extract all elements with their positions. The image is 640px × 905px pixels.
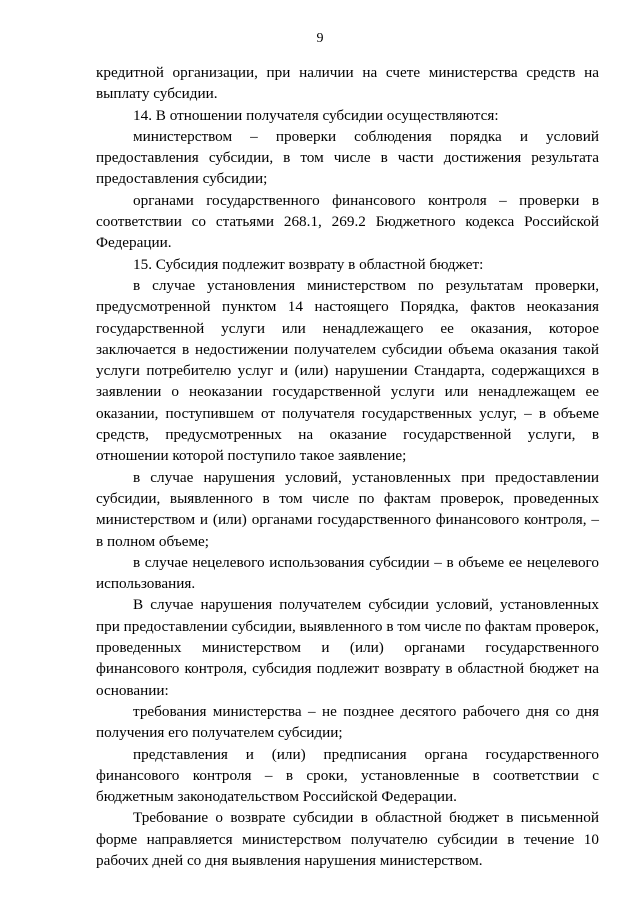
paragraph-clause-14: 14. В отношении получателя субсидии осуществляются: [133,106,499,124]
paragraph-case-non-provision: в случае установления министерством по результатам проверки, предусмотренной пунктом 14 настоящего Порядка, фактов неоказания государственной услуги или ненадлежащего ее оказания, которое заключается в недостижении получателем субсидии объема оказания такой услуги потребителю услуг и (или) нарушении Стандарта, содержащихся в заявлении о неоказании государственной услуги или ненадлежащем ее оказании, поступившем от получателя государственных услуг, – в объеме средств, предусмотренных на оказание государственной услуги, в отношении которой поступило такое заявление; [96,276,599,465]
paragraph-case-misuse: в случае нецелевого использования субсидии – в объеме ее нецелевого использования. [96,553,599,593]
paragraph-financial-control-checks: органами государственного финансового контроля – проверки в соответствии со статьями 268.1, 269.2 Бюджетного кодекса Российской Федерации. [96,191,599,252]
paragraph-ministry-requirement: требования министерства – не позднее десятого рабочего дня со дня получения его получателем субсидии; [96,702,599,742]
paragraph-return-notice: Требование о возврате субсидии в областной бюджет в письменной форме направляется министерством получателю субсидии в течение 10 рабочих дней со дня выявления нарушения министерством. [96,809,599,869]
document-body [96,62,599,871]
paragraph-control-order: представления и (или) предписания органа государственного финансового контроля – в сроки, установленные в соответствии с бюджетным законодательством Российской Федерации. [96,745,599,806]
paragraph-clause-15: 15. Субсидия подлежит возврату в областной бюджет: [133,255,484,273]
paragraph-continuation: кредитной организации, при наличии на счете министерства средств на выплату субсидии. [96,64,599,103]
paragraph-ministry-checks: министерством – проверки соблюдения порядка и условий предоставления субсидии, в том числе в части достижения результата предоставления субсидии; [96,127,599,188]
paragraph-return-basis: В случае нарушения получателем субсидии условий, установленных при предоставлении субсидии, выявленного в том числе по фактам проверок, проведенных министерством и (или) органами государственного финансового контроля, субсидия подлежит возврату в областной бюджет на основании: [96,596,599,699]
paragraph-case-violation: в случае нарушения условий, установленных при предоставлении субсидии, выявленного в том числе по фактам проверок, проведенных министерством и (или) органами государственного финансового контроля, – в полном объеме; [96,468,599,550]
page-number: 9 [316,31,324,46]
